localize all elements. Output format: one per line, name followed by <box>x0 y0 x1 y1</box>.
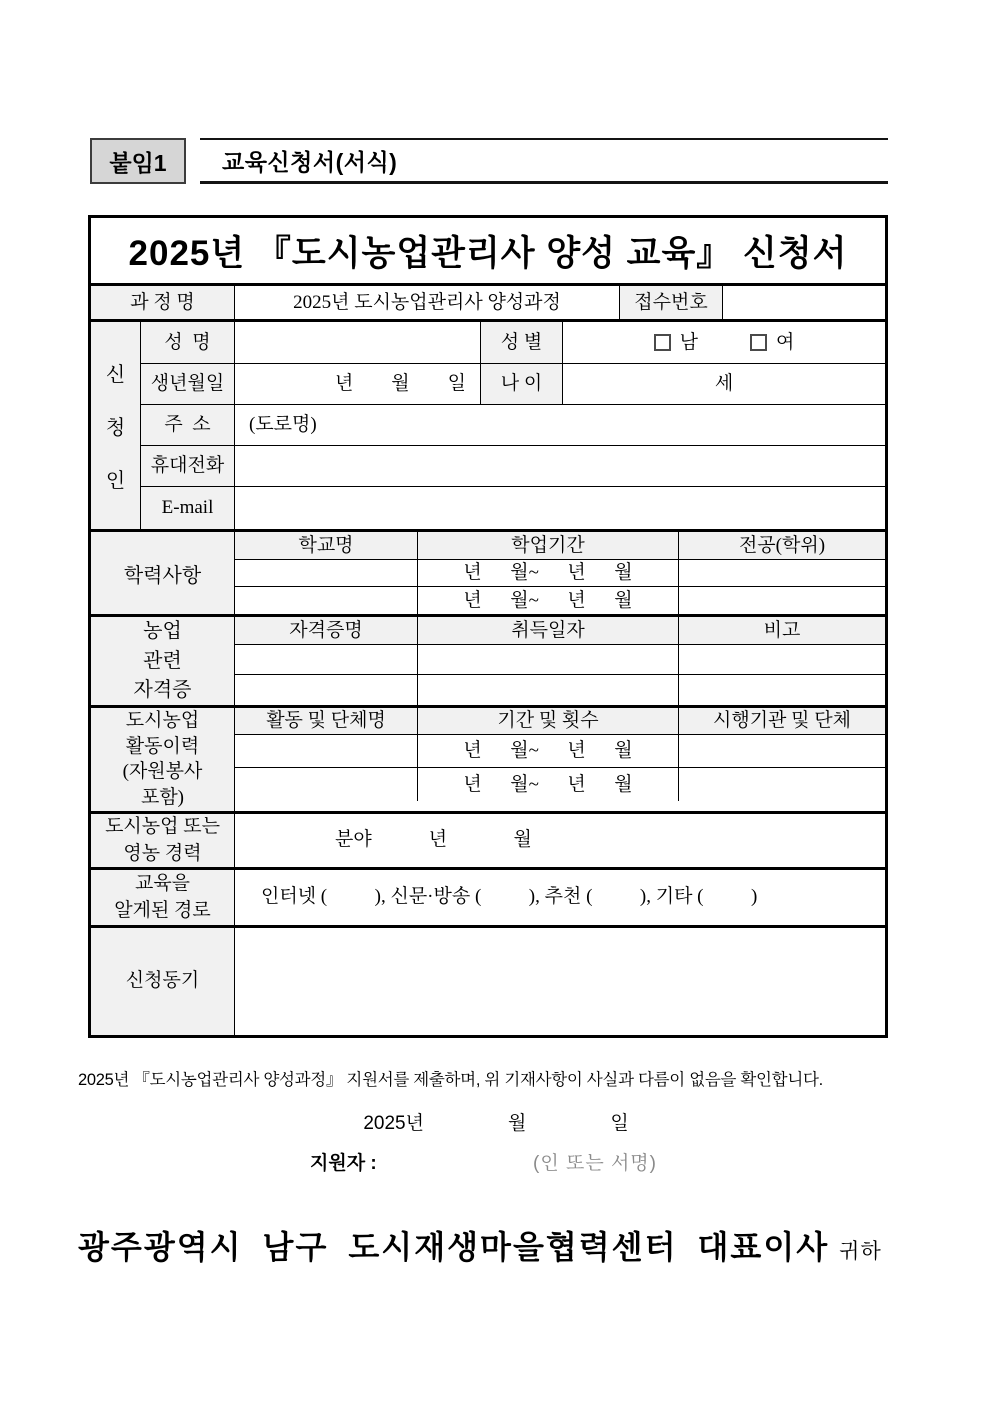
note-field <box>679 645 885 674</box>
birthdate-field: 년 월 일 <box>235 364 481 404</box>
application-form-table <box>88 215 888 1038</box>
phone-row <box>141 446 885 487</box>
certificate-name-header: 자격증명 <box>235 617 418 644</box>
activity-org-header: 활동 및 단체명 <box>235 708 418 734</box>
activity-row-2 <box>235 768 885 801</box>
course-row <box>91 286 885 322</box>
activities-section-label: 도시농업 활동이력 (자원봉사 포함) <box>91 708 235 811</box>
period-field: 년 월~ 년 월 <box>418 587 679 614</box>
date-month: 월 <box>507 1113 527 1134</box>
date-year: 2025년 <box>363 1113 424 1134</box>
major-field <box>679 587 885 614</box>
career-row <box>91 814 885 870</box>
applicant-section <box>91 322 885 532</box>
receipt-number-field <box>723 286 885 319</box>
acquisition-date-field <box>418 645 679 674</box>
major-header: 전공(학위) <box>679 532 885 559</box>
course-label: 과 정 명 <box>91 286 235 319</box>
age-label: 나 이 <box>481 364 563 404</box>
period-field: 년 월~ 년 월 <box>418 560 679 586</box>
applicant-char-3: 인 <box>105 470 126 492</box>
certificate-row-1 <box>235 645 885 675</box>
acquisition-date-field <box>418 675 679 705</box>
name-field <box>235 322 481 363</box>
address-row <box>141 405 885 446</box>
course-value: 2025년 도시농업관리사 양성과정 <box>235 286 620 319</box>
activity-row-1 <box>235 735 885 768</box>
motivation-row <box>91 928 885 1035</box>
certificates-header-row <box>235 617 885 645</box>
phone-label: 휴대전화 <box>141 446 235 486</box>
education-header-row <box>235 532 885 560</box>
name-row <box>141 322 885 364</box>
phone-field <box>235 446 885 486</box>
career-field: 분야 년 월 <box>335 829 532 851</box>
major-field <box>679 560 885 586</box>
email-label: E-mail <box>141 487 235 529</box>
applicant-signature-label: 지원자 : <box>310 1153 377 1174</box>
activity-org-field <box>235 768 418 801</box>
attachment-title: 교육신청서(서식) <box>200 138 888 184</box>
activity-period-header: 기간 및 횟수 <box>418 708 679 734</box>
age-field: 세 <box>714 373 734 395</box>
checkbox-male-icon <box>654 334 671 351</box>
career-label: 도시농업 또는 영농 경력 <box>91 814 235 867</box>
referral-label: 교육을 알게된 경로 <box>91 870 235 925</box>
declaration-text: 2025년 『도시농업관리사 양성과정』 지원서를 제출하며, 위 기재사항이 사실과 다름이 없음을 확인합니다. <box>78 1071 823 1089</box>
male-option-label: 남 <box>679 331 698 353</box>
education-row-1 <box>235 560 885 587</box>
agency-field <box>679 768 885 801</box>
activity-period-field: 년 월~ 년 월 <box>418 735 679 767</box>
name-label: 성 명 <box>141 322 235 363</box>
certificate-name-field <box>235 675 418 705</box>
referral-field: 인터넷 ( ), 신문·방송 ( ), 추천 ( ), 기타 ( ) <box>261 886 758 908</box>
female-option-label: 여 <box>776 331 795 353</box>
birthdate-label: 생년월일 <box>141 364 235 404</box>
education-section <box>91 532 885 617</box>
activities-section <box>91 708 885 814</box>
date-line <box>0 1108 992 1135</box>
note-header: 비고 <box>679 617 885 644</box>
attachment-header <box>90 138 888 184</box>
activity-org-field <box>235 735 418 767</box>
referral-row <box>91 870 885 928</box>
seal-or-signature-note: (인 또는 서명) <box>533 1153 657 1174</box>
certificate-name-field <box>235 645 418 674</box>
recipient-name: 광주광역시 남구 도시재생마을협력센터 대표이사 <box>78 1229 830 1265</box>
motivation-field <box>235 928 885 1035</box>
address-label: 주 소 <box>141 405 235 445</box>
signature-line <box>0 1148 992 1178</box>
recipient-honorific: 귀하 <box>839 1239 882 1263</box>
birthdate-row <box>141 364 885 405</box>
recipient-line <box>78 1222 938 1268</box>
applicant-group-label <box>91 322 141 529</box>
certificates-section-label: 농업 관련 자격증 <box>91 617 235 705</box>
education-section-label: 학력사항 <box>91 532 235 614</box>
applicant-char-2: 청 <box>105 417 126 439</box>
receipt-number-label: 접수번호 <box>620 286 723 319</box>
school-field <box>235 560 418 586</box>
school-field <box>235 587 418 614</box>
certificate-row-2 <box>235 675 885 705</box>
school-name-header: 학교명 <box>235 532 418 559</box>
gender-field <box>563 322 885 363</box>
acquisition-date-header: 취득일자 <box>418 617 679 644</box>
attachment-badge: 붙임1 <box>90 138 186 184</box>
form-title: 2025년 『도시농업관리사 양성 교육』 신청서 <box>91 218 885 286</box>
motivation-label: 신청동기 <box>91 928 235 1035</box>
date-day: 일 <box>610 1113 629 1134</box>
address-field: (도로명) <box>249 414 317 436</box>
agency-header: 시행기관 및 단체 <box>679 708 885 734</box>
email-row <box>141 487 885 529</box>
study-period-header: 학업기간 <box>418 532 679 559</box>
note-field <box>679 675 885 705</box>
activity-period-field: 년 월~ 년 월 <box>418 768 679 801</box>
activities-header-row <box>235 708 885 735</box>
certificates-section <box>91 617 885 708</box>
checkbox-female-icon <box>750 334 767 351</box>
applicant-char-1: 신 <box>105 364 126 386</box>
email-field <box>235 487 885 529</box>
agency-field <box>679 735 885 767</box>
gender-label: 성 별 <box>481 322 563 363</box>
education-row-2 <box>235 587 885 614</box>
